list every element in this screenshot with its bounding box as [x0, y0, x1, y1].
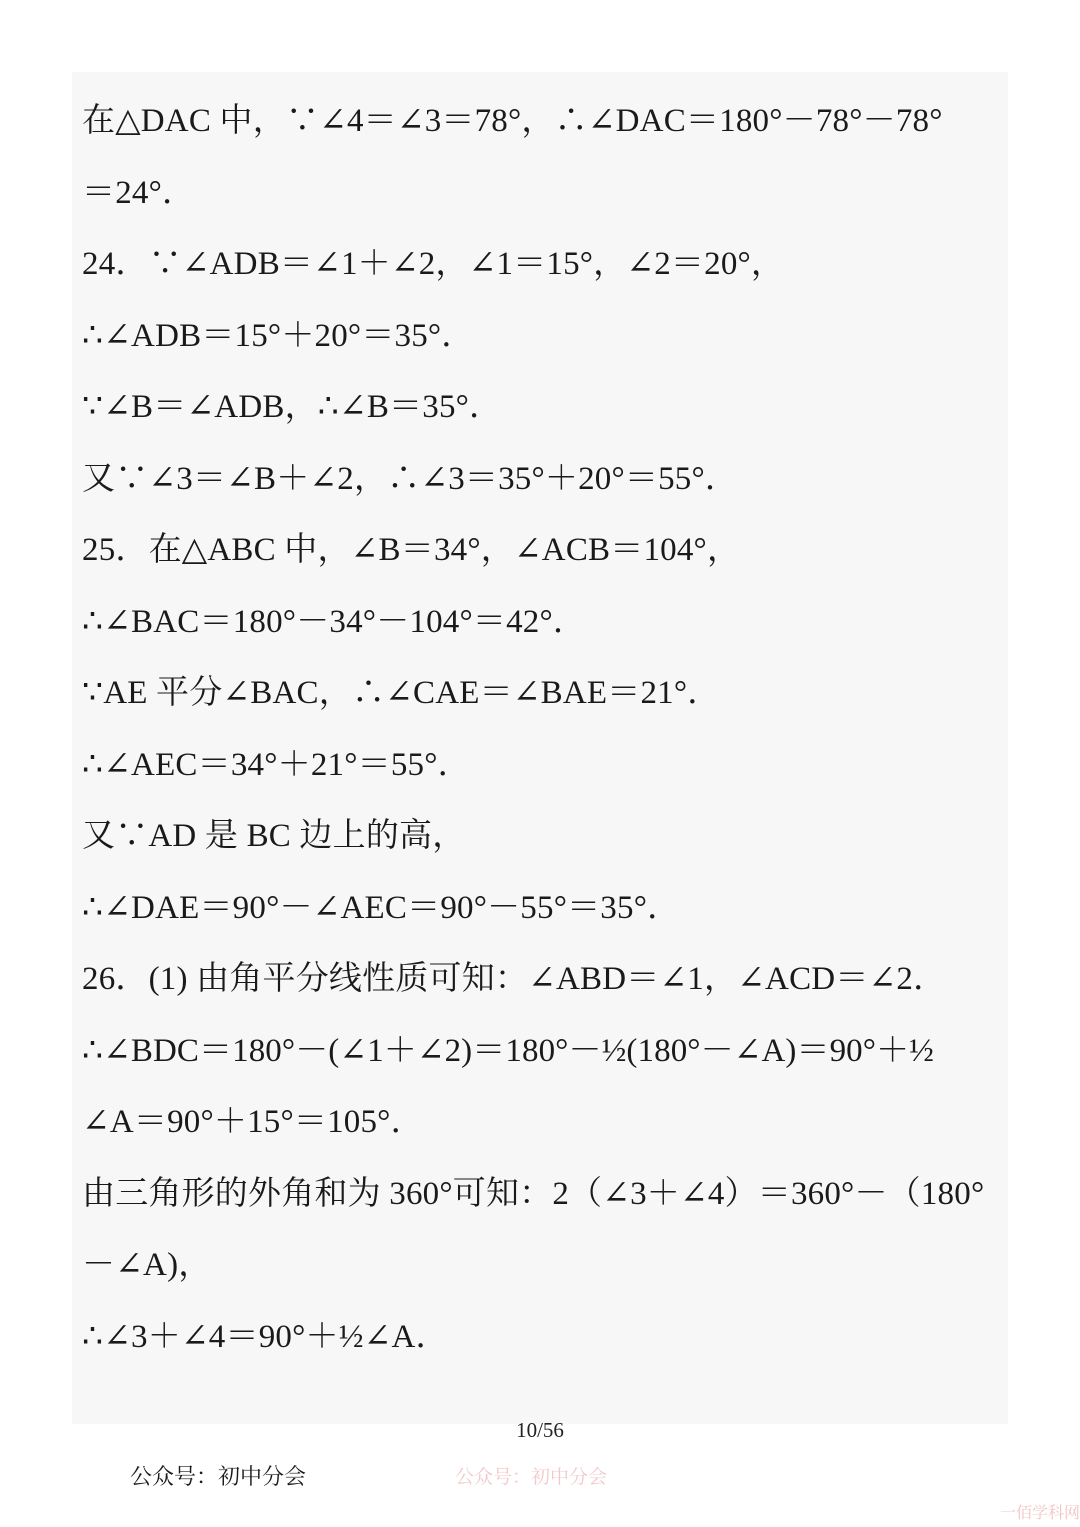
text-line: ∵∠B＝∠ADB，∴∠B＝35°．	[82, 389, 503, 425]
text-line: ∵AE 平分∠BAC，∴∠CAE＝∠BAE＝21°．	[82, 675, 721, 711]
text-line: ∴∠3＋∠4＝90°＋½∠A．	[82, 1318, 449, 1355]
text-line: ∴∠BDC＝180°－(∠1＋∠2)＝180°－½(180°－∠A)＝90°＋½	[82, 1032, 935, 1069]
text-line: ＝24°．	[82, 174, 196, 211]
text-line: 又∵∠3＝∠B＋∠2，∴∠3＝35°＋20°＝55°．	[82, 460, 739, 497]
text-line: 由三角形的外角和为 360°可知：2（∠3＋∠4）＝360°－（180°	[82, 1175, 985, 1212]
text-line: ∴∠BAC＝180°－34°－104°＝42°．	[82, 603, 587, 640]
text-line: 在△DAC 中，∵∠4＝∠3＝78°，∴∠DAC＝180°－78°－78°	[82, 103, 943, 139]
text-line: ∴∠AEC＝34°＋21°＝55°．	[82, 746, 471, 783]
text-line: 24．∵∠ADB＝∠1＋∠2，∠1＝15°，∠2＝20°，	[82, 246, 785, 282]
page-number: 10/56	[516, 1418, 564, 1442]
corner-watermark: 一佰学科网	[1000, 1503, 1080, 1522]
footer-account-label: 公众号：初中分会	[130, 1465, 307, 1490]
footer-watermark: 公众号：初中分会	[455, 1466, 608, 1488]
text-line: 又∵AD 是 BC 边上的高，	[82, 818, 466, 854]
document-body	[82, 86, 1012, 1373]
text-line: ∴∠ADB＝15°＋20°＝35°．	[82, 317, 475, 354]
text-line: 26．(1) 由角平分线性质可知：∠ABD＝∠1，∠ACD＝∠2．	[82, 961, 947, 997]
text-line: 25．在△ABC 中，∠B＝34°，∠ACB＝104°，	[82, 532, 741, 568]
text-line: －∠A)，	[82, 1247, 212, 1283]
text-line: ∴∠DAE＝90°－∠AEC＝90°－55°＝35°．	[82, 889, 681, 926]
text-line: ∠A＝90°＋15°＝105°．	[82, 1104, 424, 1140]
